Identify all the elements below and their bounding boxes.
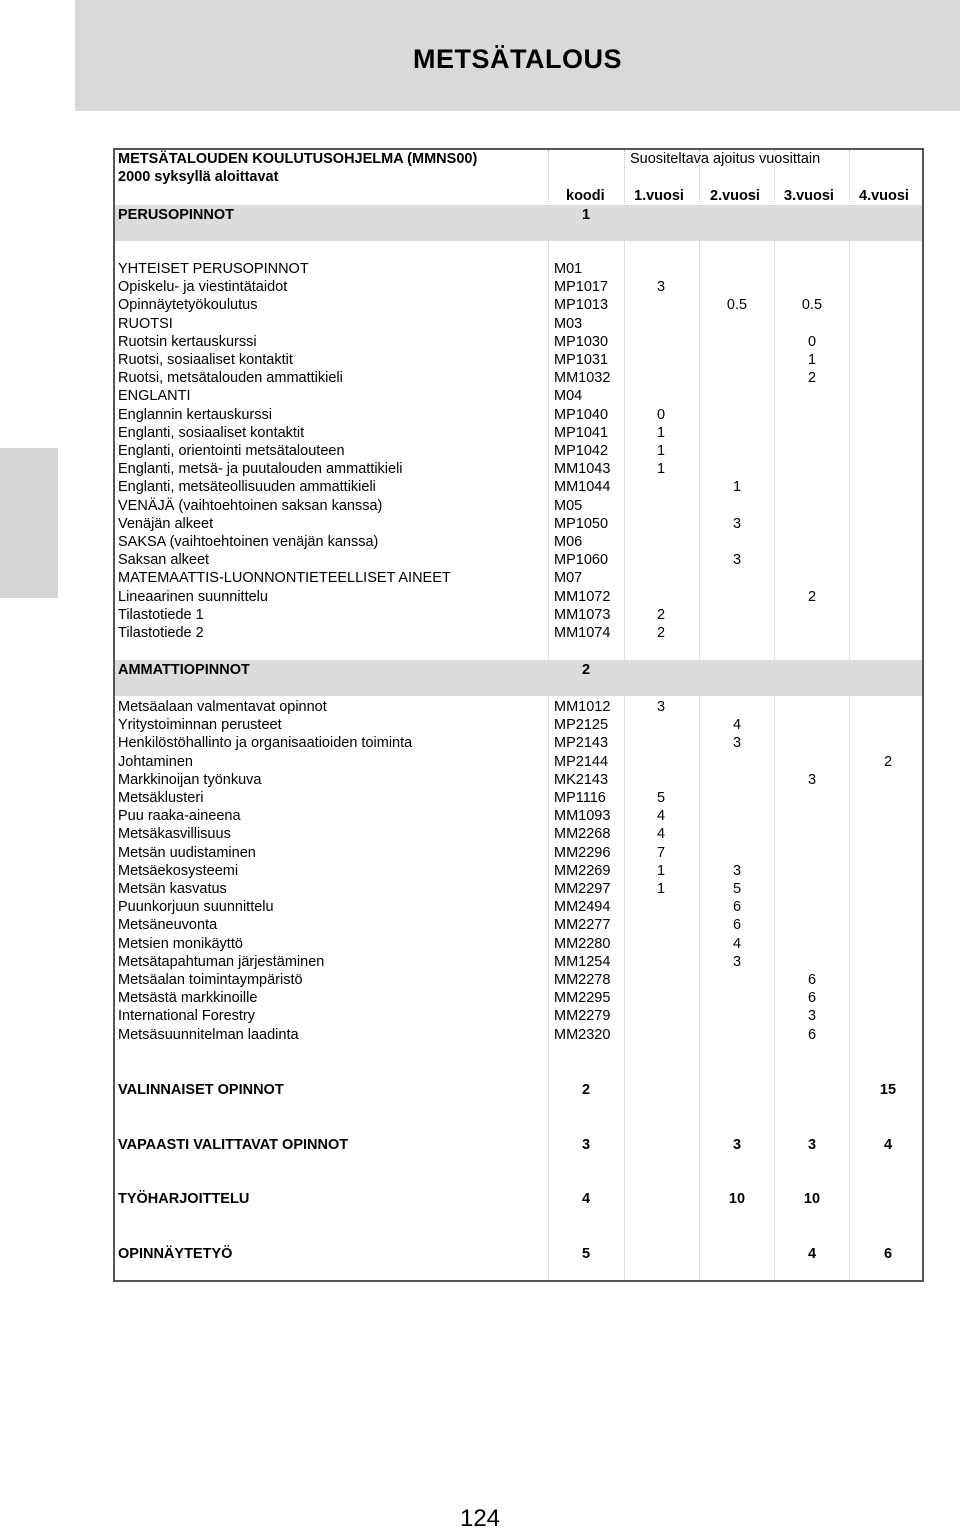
course-year-2: 4 [732, 935, 742, 952]
summary-vapaasti-year-4: 4 [883, 1137, 893, 1153]
course-code: MP1040 [554, 406, 609, 423]
course-code: M05 [554, 497, 583, 514]
course-year-2: 5 [732, 881, 742, 897]
course-name: Ruotsin kertauskurssi [118, 333, 257, 350]
summary-vapaasti-number: 3 [581, 1137, 591, 1153]
course-name: Englanti, metsä- ja puutalouden ammattikieli [118, 461, 403, 478]
course-name: Metsätapahtuman järjestäminen [118, 953, 325, 970]
course-name: Metsien monikäyttö [118, 935, 243, 952]
section-perusopinnot-label: PERUSOPINNOT [118, 207, 235, 223]
course-name: Puunkorjuun suunnittelu [118, 899, 274, 916]
summary-tyoharjoittelu-year-3: 10 [803, 1191, 821, 1207]
course-name: Opinnäytetyökoulutus [118, 297, 258, 314]
page-number: 124 [459, 1505, 501, 1532]
course-code: MM1032 [554, 370, 611, 387]
course-code: MP1116 [554, 790, 606, 806]
course-name: Metsän uudistaminen [118, 844, 256, 861]
summary-vapaasti-label: VAPAASTI VALITTAVAT OPINNOT [118, 1137, 349, 1153]
course-name: Metsäkasvillisuus [118, 826, 231, 843]
course-name: Johtaminen [118, 753, 193, 770]
section-ammattiopinnot-label: AMMATTIOPINNOT [118, 662, 250, 678]
section-perusopinnot-number: 1 [581, 207, 591, 223]
course-name: Tilastotiede 1 [118, 606, 204, 623]
course-year-3: 6 [807, 990, 817, 1007]
course-name: Metsäneuvonta [118, 917, 218, 934]
section-band-perusopinnot [115, 205, 922, 241]
course-code: MM2296 [554, 844, 611, 861]
course-code: MP1031 [554, 352, 609, 368]
course-name: ENGLANTI [118, 388, 191, 405]
course-name: Metsäklusteri [118, 790, 204, 806]
course-name: RUOTSI [118, 315, 173, 332]
column-divider [624, 150, 625, 1280]
course-year-4: 2 [883, 753, 893, 770]
course-code: M01 [554, 261, 583, 277]
course-name: Venäjän alkeet [118, 515, 214, 532]
course-year-1: 7 [656, 844, 666, 861]
course-code: MM2268 [554, 826, 611, 843]
course-year-3: 6 [807, 1026, 817, 1043]
course-name: Metsäsuunnitelman laadinta [118, 1026, 299, 1043]
course-code: MM1073 [554, 606, 611, 623]
course-year-2: 3 [732, 552, 742, 569]
course-year-1: 2 [656, 625, 666, 641]
course-code: MM2277 [554, 917, 611, 934]
summary-valinnaiset-number: 2 [581, 1082, 591, 1098]
summary-opinnaytetyo-number: 5 [581, 1246, 591, 1262]
course-code: MK2143 [554, 771, 609, 788]
course-code: MM2279 [554, 1008, 611, 1025]
course-name: VENÄJÄ (vaihtoehtoinen saksan kanssa) [118, 497, 383, 514]
course-name: Ruotsi, sosiaaliset kontaktit [118, 352, 293, 368]
side-tab-marker [0, 448, 58, 598]
course-year-2: 0.5 [726, 297, 748, 314]
course-name: Metsän kasvatus [118, 881, 227, 897]
course-code: MP1050 [554, 515, 609, 532]
course-code: MM1093 [554, 808, 611, 825]
summary-opinnaytetyo-year-4: 6 [883, 1246, 893, 1262]
course-code: MP1013 [554, 297, 609, 314]
course-name: Tilastotiede 2 [118, 625, 204, 641]
course-year-1: 2 [656, 606, 666, 623]
course-year-2: 4 [732, 717, 742, 734]
course-name: MATEMAATTIS-LUONNONTIETEELLISET AINEET [118, 570, 451, 587]
header-koodi: koodi [566, 188, 605, 204]
course-year-2: 3 [732, 735, 742, 752]
course-year-1: 1 [656, 443, 666, 459]
course-year-3: 0.5 [801, 297, 823, 314]
course-name: International Forestry [118, 1008, 256, 1025]
course-code: MP2144 [554, 753, 609, 770]
course-code: MM2278 [554, 972, 611, 988]
course-year-1: 5 [656, 790, 666, 806]
course-name: Lineaarinen suunnittelu [118, 588, 268, 605]
course-code: MP2125 [554, 717, 609, 734]
course-code: MM1254 [554, 953, 611, 970]
course-code: MP1030 [554, 333, 609, 350]
course-year-2: 6 [732, 899, 742, 916]
program-name: METSÄTALOUDEN KOULUTUSOHJELMA (MMNS00) [118, 151, 478, 167]
course-year-3: 3 [807, 1008, 817, 1025]
course-code: MM2320 [554, 1026, 611, 1043]
course-year-2: 1 [732, 479, 742, 496]
course-name: Metsäalaan valmentavat opinnot [118, 699, 327, 715]
course-code: MP1042 [554, 443, 609, 459]
course-code: MM2280 [554, 935, 611, 952]
course-year-1: 3 [656, 279, 666, 296]
page-title: METSÄTALOUS [413, 44, 622, 74]
course-year-2: 6 [732, 917, 742, 934]
course-year-3: 2 [807, 588, 817, 605]
course-year-3: 0 [807, 333, 817, 350]
summary-valinnaiset-year-4: 15 [879, 1082, 897, 1098]
course-name: YHTEISET PERUSOPINNOT [118, 261, 309, 277]
course-year-3: 6 [807, 972, 817, 988]
column-divider [699, 150, 700, 1280]
course-code: MM1043 [554, 461, 611, 478]
course-name: Opiskelu- ja viestintätaidot [118, 279, 288, 296]
course-code: MM1072 [554, 588, 611, 605]
course-name: Metsästä markkinoille [118, 990, 258, 1007]
course-year-1: 0 [656, 406, 666, 423]
course-name: Metsäalan toimintaympäristö [118, 972, 303, 988]
course-code: MM1012 [554, 699, 611, 715]
course-code: MP1041 [554, 424, 609, 441]
summary-tyoharjoittelu-number: 4 [581, 1191, 591, 1207]
course-year-1: 1 [656, 424, 666, 441]
course-year-2: 3 [732, 953, 742, 970]
course-name: Saksan alkeet [118, 552, 210, 569]
course-code: MM2494 [554, 899, 611, 916]
summary-tyoharjoittelu-label: TYÖHARJOITTELU [118, 1191, 250, 1207]
column-divider [774, 150, 775, 1280]
header-year-2: 2.vuosi [710, 188, 760, 204]
summary-valinnaiset-label: VALINNAISET OPINNOT [118, 1082, 284, 1098]
course-code: MP1017 [554, 279, 609, 296]
column-divider [849, 150, 850, 1280]
course-name: Puu raaka-aineena [118, 808, 241, 825]
summary-vapaasti-year-2: 3 [732, 1137, 742, 1153]
course-code: M03 [554, 315, 583, 332]
course-code: M06 [554, 534, 583, 550]
course-name: Ruotsi, metsätalouden ammattikieli [118, 370, 343, 387]
course-name: SAKSA (vaihtoehtoinen venäjän kanssa) [118, 534, 379, 550]
course-code: MM1074 [554, 625, 611, 641]
header-band [75, 0, 960, 111]
course-code: MM1044 [554, 479, 611, 496]
course-year-3: 3 [807, 771, 817, 788]
course-year-1: 1 [656, 881, 666, 897]
course-year-3: 1 [807, 352, 817, 368]
course-year-1: 4 [656, 808, 666, 825]
section-ammattiopinnot-number: 2 [581, 662, 591, 678]
header-year-1: 1.vuosi [634, 188, 684, 204]
course-year-1: 3 [656, 699, 666, 715]
course-code: MP1060 [554, 552, 609, 569]
course-name: Englannin kertauskurssi [118, 406, 272, 423]
course-year-3: 2 [807, 370, 817, 387]
course-year-1: 1 [656, 461, 666, 478]
course-code: M07 [554, 570, 583, 587]
course-code: MM2269 [554, 862, 611, 879]
course-code: MP2143 [554, 735, 609, 752]
course-name: Markkinoijan työnkuva [118, 771, 262, 788]
course-name: Englanti, sosiaaliset kontaktit [118, 424, 305, 441]
recommended-timing-label: Suositeltava ajoitus vuosittain [630, 151, 821, 167]
course-code: M04 [554, 388, 583, 405]
summary-opinnaytetyo-year-3: 4 [807, 1246, 817, 1262]
course-year-2: 3 [732, 862, 742, 879]
course-code: MM2297 [554, 881, 611, 897]
column-divider [548, 150, 549, 1280]
summary-vapaasti-year-3: 3 [807, 1137, 817, 1153]
course-name: Henkilöstöhallinto ja organisaatioiden toiminta [118, 735, 413, 752]
course-year-1: 1 [656, 862, 666, 879]
course-code: MM2295 [554, 990, 611, 1007]
course-name: Yritystoiminnan perusteet [118, 717, 282, 734]
course-name: Metsäekosysteemi [118, 862, 239, 879]
course-name: Englanti, metsäteollisuuden ammattikieli [118, 479, 376, 496]
course-name: Englanti, orientointi metsätalouteen [118, 443, 345, 459]
summary-tyoharjoittelu-year-2: 10 [728, 1191, 746, 1207]
course-year-2: 3 [732, 515, 742, 532]
summary-opinnaytetyo-label: OPINNÄYTETYÖ [118, 1246, 233, 1262]
program-subtitle: 2000 syksyllä aloittavat [118, 169, 279, 185]
header-year-3: 3.vuosi [784, 188, 834, 204]
header-year-4: 4.vuosi [859, 188, 909, 204]
course-year-1: 4 [656, 826, 666, 843]
